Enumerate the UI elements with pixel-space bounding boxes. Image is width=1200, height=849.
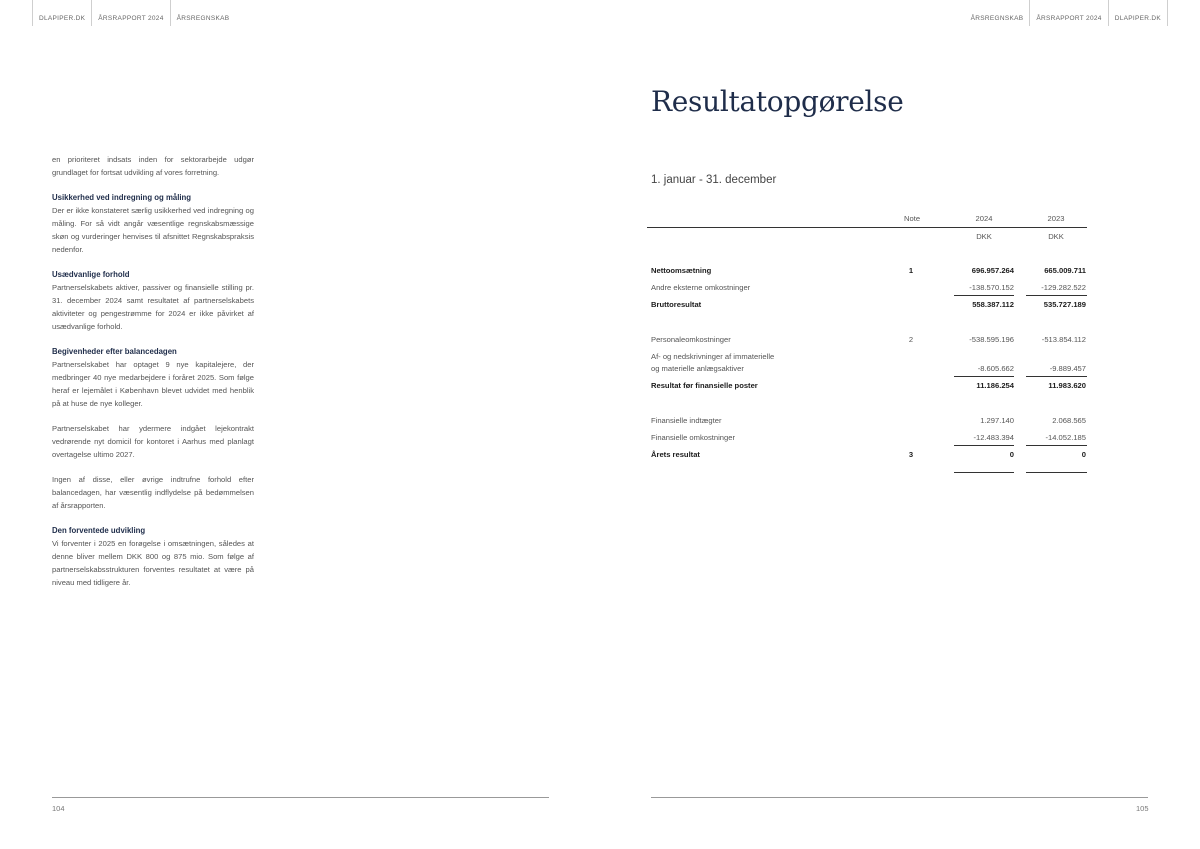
header-note: Note: [904, 214, 921, 223]
table-row: Nettoomsætning 1 696.957.264 665.009.711: [651, 266, 1086, 275]
table-header-row: [647, 210, 1087, 227]
table-row: Af- og nedskrivninger af immaterielle: [651, 352, 775, 361]
nav-link-annual-report[interactable]: ÅRSRAPPORT 2024: [91, 0, 169, 26]
page-title: Resultatopgørelse: [651, 85, 904, 118]
table-row: Finansielle indtægter 1.297.140 2.068.565: [651, 416, 1086, 425]
top-nav-left: [32, 0, 235, 26]
unit-2023: DKK: [1048, 232, 1064, 241]
header-year-2024: 2024: [975, 214, 993, 223]
section-heading: Usikkerhed ved indregning og måling: [52, 193, 192, 202]
section-heading: Begivenheder efter balancedagen: [52, 347, 177, 356]
total-double-underline: [647, 463, 1087, 489]
section-paragraph: Der er ikke konstateret særlig usikkerhed ved indregning og måling. For så vidt angår væsentlige regnskabsmæssige skøn og vurderinger henvises til afsnittet Regnskabspraksis nedenfor.: [52, 206, 254, 254]
section-paragraph: Partnerselskabet har optaget 9 nye kapitalejere, der medbringer 40 nye medarbejdere i foråret 2025. Som følge heraf er lejemålet i København blevet udvidet med henblik på at huse de nye kolleger.: [52, 360, 254, 408]
page-number-left: 104: [52, 804, 65, 813]
top-nav-right: [965, 0, 1168, 26]
table-row: og materielle anlægsaktiver -8.605.662 -9.889.457: [647, 360, 1087, 377]
left-page-text: [52, 153, 254, 601]
section-paragraph: Partnerselskabet har ydermere indgået lejekontrakt vedrørende nyt domicil for kontoret i Aarhus med planlagt overtagelse ultimo 2027.: [52, 424, 254, 459]
page-number-right: 105: [1136, 804, 1149, 813]
header-year-2023: 2023: [1047, 214, 1065, 223]
intro-paragraph: en prioriteret indsats inden for sektorarbejde udgør grundlaget for fortsat udvikling af vores forretning.: [52, 155, 254, 177]
nav-link-financial-statements[interactable]: ÅRSREGNSKAB: [170, 0, 236, 26]
nav-link-financial-statements[interactable]: ÅRSREGNSKAB: [965, 0, 1031, 26]
section-paragraph: Vi forventer i 2025 en forøgelse i omsætningen, således at denne bliver mellem DKK 800 og 875 mio. Som følge af partnerselskabsstrukturen forventes resultatet at være på niveau med tidligere år.: [52, 539, 254, 587]
nav-link-annual-report[interactable]: ÅRSRAPPORT 2024: [1030, 0, 1108, 26]
period-subtitle: 1. januar - 31. december: [651, 174, 777, 186]
footer-divider-left: [52, 797, 549, 798]
section-paragraph: Partnerselskabets aktiver, passiver og finansielle stilling pr. 31. december 2024 samt resultatet af partnerselskabets aktiviteter og pengestrømme for 2024 er ikke påvirket af usædvanlige forhold.: [52, 283, 254, 331]
section-paragraph: Ingen af disse, eller øvrige indtrufne forhold efter balancedagen, har væsentlig indflydelse på bedømmelsen af årsrapporten.: [52, 475, 254, 510]
table-row-subtotal: Resultat før finansielle poster 11.186.254 11.983.620: [651, 381, 1086, 390]
section-heading: Usædvanlige forhold: [52, 270, 130, 279]
income-statement-table: [647, 210, 1087, 489]
table-row-total: Årets resultat 3 0 0: [651, 450, 1086, 459]
footer-divider-right: [651, 797, 1148, 798]
section-heading: Den forventede udvikling: [52, 526, 146, 535]
table-row-subtotal: Bruttoresultat 558.387.112 535.727.189: [651, 300, 1086, 309]
table-row: Andre eksterne omkostninger -138.570.152 -129.282.522: [647, 279, 1087, 296]
table-row: Finansielle omkostninger -12.483.394 -14.052.185: [647, 429, 1087, 446]
unit-2024: DKK: [976, 232, 992, 241]
table-row: Personaleomkostninger 2 -538.595.196 -513.854.112: [651, 335, 1086, 344]
nav-link-site[interactable]: DLAPIPER.DK: [32, 0, 91, 26]
table-unit-row: [647, 228, 1087, 245]
nav-link-site[interactable]: DLAPIPER.DK: [1109, 0, 1168, 26]
